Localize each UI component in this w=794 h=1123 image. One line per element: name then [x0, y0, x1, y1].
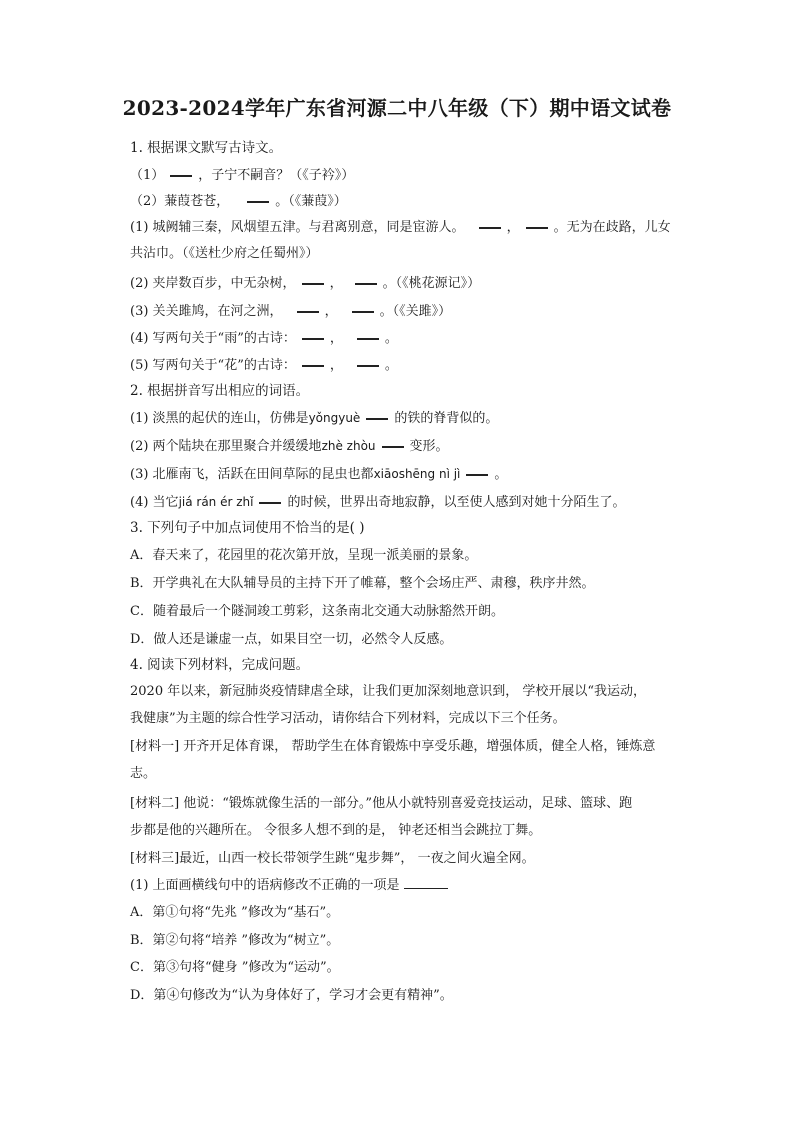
- q4-option-b[interactable]: B．第②句将“培养 ”修改为“树立”。: [130, 933, 340, 948]
- q4-sub-question-1: (1) 上面画横线句中的语病修改不正确的一项是: [130, 877, 448, 894]
- q3-option-c[interactable]: C．随着最后一个隧洞竣工剪彩，这条南北交通大动脉豁然开朗。: [130, 604, 504, 619]
- question-3-stem: 3. 下列句子中加点词使用不恰当的是( ): [130, 520, 365, 536]
- question-4-stem: 4. 阅读下列材料，完成问题。: [130, 657, 310, 673]
- answer-blank[interactable]: [357, 338, 379, 340]
- q3-option-b[interactable]: B．开学典礼在大队辅导员的主持下开了帷幕，整个会场庄严、肃穆，秩序井然。: [130, 576, 595, 591]
- answer-blank[interactable]: [302, 338, 324, 340]
- answer-blank[interactable]: [302, 283, 324, 285]
- q1-line-7: (4) 写两句关于“雨”的古诗： ， 。: [130, 331, 398, 346]
- page-title: 2023-2024学年广东省河源二中八年级（下）期中语文试卷: [122, 96, 672, 120]
- answer-blank[interactable]: [382, 446, 404, 448]
- q4-option-c[interactable]: C．第③句将“健身 ”修改为“运动”。: [130, 960, 340, 975]
- material-3-line: [材料三]最近，山西一校长带领学生跳“鬼步舞”， 一夜之间火遍全网。: [130, 851, 535, 866]
- answer-blank[interactable]: [302, 365, 324, 367]
- answer-blank[interactable]: [170, 175, 192, 177]
- answer-blank[interactable]: [297, 311, 319, 313]
- question-2-stem: 2. 根据拼音写出相应的词语。: [130, 383, 310, 399]
- answer-underline[interactable]: [404, 888, 448, 889]
- q3-option-a[interactable]: A．春天来了，花园里的花次第开放，呈现一派美丽的景象。: [130, 548, 478, 563]
- q1-line-3: (1) 城阙辅三秦，风烟望五津。与君离别意，同是宦游人。 ， 。无为在歧路，儿女: [130, 220, 671, 235]
- answer-blank[interactable]: [247, 201, 269, 203]
- material-1-line-1: [材料一] 开齐开足体育课， 帮助学生在体育锻炼中享受乐趣，增强体质，健全人格，锤炼意: [130, 739, 656, 754]
- q3-option-d[interactable]: D．做人还是谦虚一点，如果目空一切，必然令人反感。: [130, 632, 453, 647]
- answer-blank[interactable]: [355, 283, 377, 285]
- answer-blank[interactable]: [526, 227, 548, 229]
- answer-blank[interactable]: [352, 311, 374, 313]
- answer-blank[interactable]: [466, 474, 488, 476]
- q1-line-4: 共沾巾。（《送杜少府之任蜀州》）: [130, 246, 319, 261]
- answer-blank[interactable]: [357, 365, 379, 367]
- q1-line-1: （1） ，子宁不嗣音？（《子衿》）: [130, 168, 355, 183]
- q2-line-3: (3) 北雁南飞，活跃在田间草际的昆虫也都xiāoshēng nì jì 。: [130, 467, 508, 482]
- answer-blank[interactable]: [479, 227, 501, 229]
- q1-line-6: (3) 关关雎鸠，在河之洲， ， 。（《关雎》）: [130, 304, 452, 319]
- answer-blank[interactable]: [259, 502, 281, 504]
- question-1-stem: 1. 根据课文默写古诗文。: [130, 140, 283, 156]
- q2-line-2: (2) 两个陆块在那里聚合并缓缓地zhè zhòu 变形。: [130, 439, 449, 454]
- material-2-line-2: 步都是他的兴趣所在。 令很多人想不到的是， 钟老还相当会跳拉丁舞。: [130, 823, 542, 838]
- answer-blank[interactable]: [366, 418, 388, 420]
- q4-option-d[interactable]: D．第④句修改为“认为身体好了，学习才会更有精神”。: [130, 988, 453, 1003]
- q2-line-1: (1) 淡黑的起伏的连山，仿佛是yǒngyuè 的铁的脊背似的。: [130, 411, 499, 426]
- q2-line-4: (4) 当它jiá rán ér zhǐ 的时候，世界出奇地寂静，以至使人感到对她十分陌生了。: [130, 495, 626, 510]
- q4-option-a[interactable]: A．第①句将“先兆 ”修改为“基石”。: [130, 905, 340, 920]
- q4-paragraph-2: 我健康”为主题的综合性学习活动，请你结合下列材料，完成以下三个任务。: [130, 711, 566, 726]
- material-2-line-1: [材料二] 他说：“锻炼就像生活的一部分。”他从小就特别喜爱竞技运动，足球、篮球、跑: [130, 796, 633, 811]
- q1-line-8: (5) 写两句关于“花”的古诗： ， 。: [130, 358, 398, 373]
- material-1-line-2: 志。: [130, 766, 157, 781]
- q1-line-5: (2) 夹岸数百步，中无杂树， ， 。（《桃花源记》）: [130, 276, 481, 291]
- q4-paragraph-1: 2020 年以来，新冠肺炎疫情肆虐全球，让我们更加深刻地意识到， 学校开展以“我运动，: [130, 684, 646, 699]
- q1-line-2: （2）蒹葭苍苍， 。（《蒹葭》）: [130, 194, 347, 209]
